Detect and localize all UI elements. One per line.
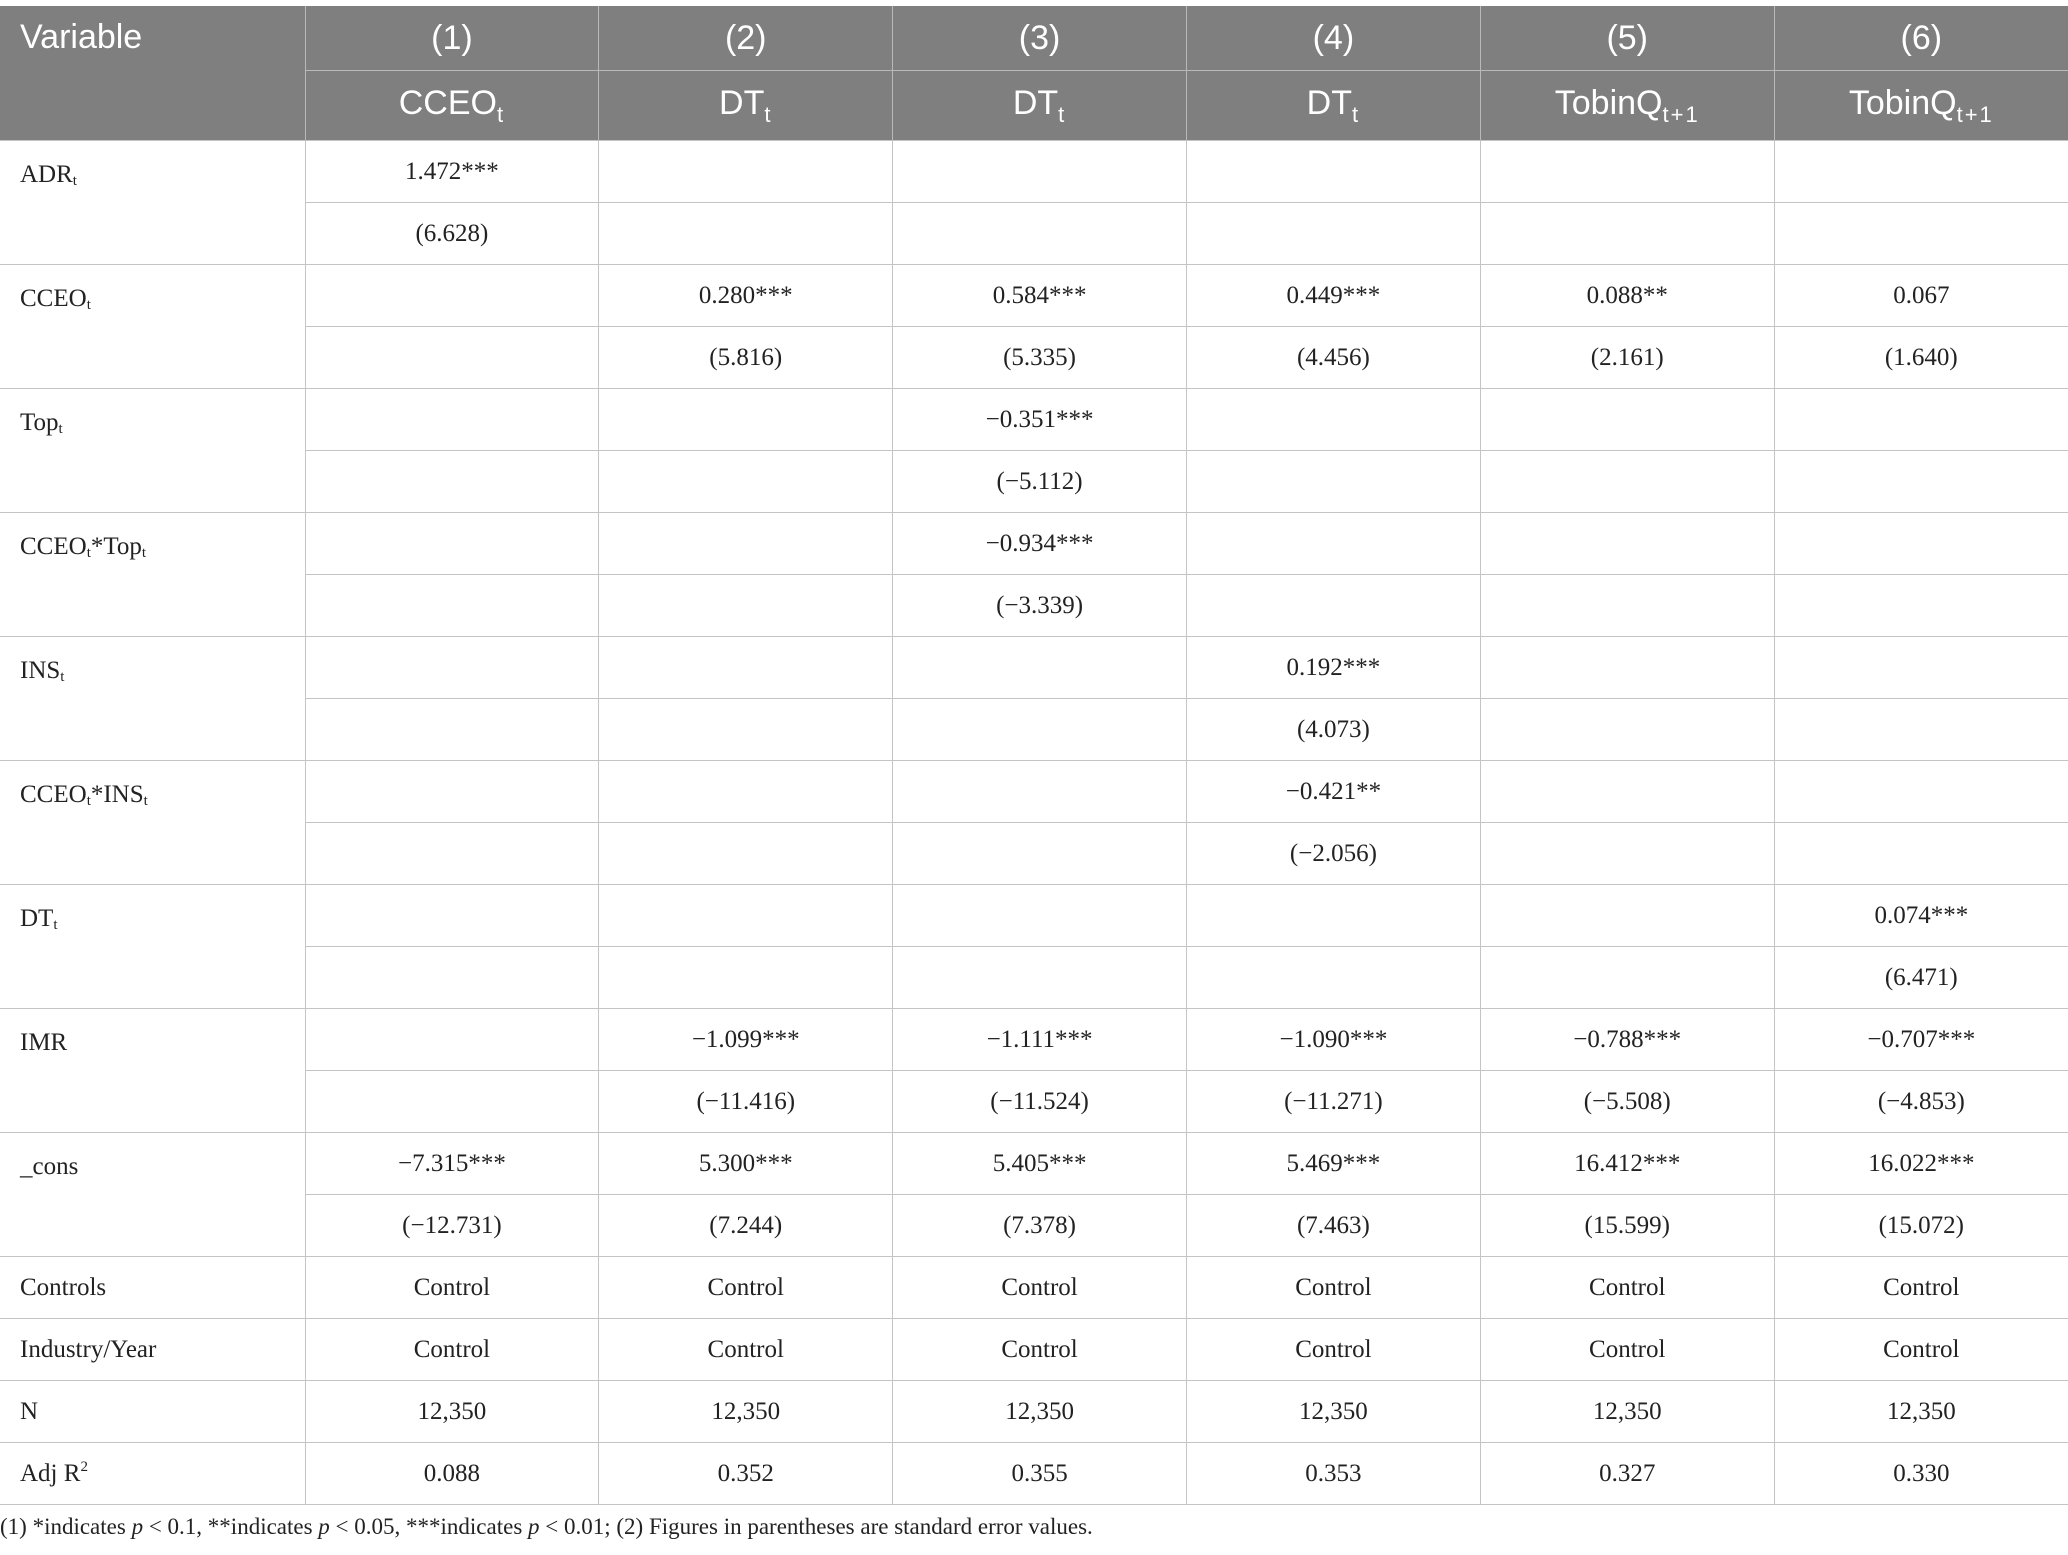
header-row-numbers [0,6,2068,71]
standard-error-cell: (7.378) [893,1195,1187,1257]
standard-error-cell: (7.244) [599,1195,893,1257]
standard-error-cell [1480,823,1774,885]
table-row-summary [0,1319,2068,1381]
coefficient-cell [599,637,893,699]
standard-error-cell [1774,823,2068,885]
table-row-standard-error [0,451,2068,513]
variable-name [0,885,305,1009]
summary-cell: 12,350 [1186,1381,1480,1443]
summary-cell: Control [893,1257,1187,1319]
coefficient-cell [1480,885,1774,947]
table-row-standard-error [0,575,2068,637]
summary-cell: Control [599,1257,893,1319]
coefficient-cell [599,389,893,451]
standard-error-cell [305,327,599,389]
table-row-standard-error [0,1071,2068,1133]
standard-error-cell: (−3.339) [893,575,1187,637]
summary-cell: 12,350 [893,1381,1187,1443]
coefficient-cell [1774,637,2068,699]
summary-cell: Control [1186,1319,1480,1381]
coefficient-cell [1186,389,1480,451]
standard-error-cell: (−2.056) [1186,823,1480,885]
summary-label: Controls [20,1273,107,1301]
variable-subscript: t [53,917,58,933]
variable-label-interaction: *INS [90,781,144,808]
table-footnote: (1) *indicates p < 0.1, **indicates p < 0.05, ***indicates p < 0.01; (2) Figures in parentheses are standard error values. [0,1514,1093,1539]
standard-error-cell [893,699,1187,761]
variable-subscript: t [72,173,77,189]
coefficient-cell [893,637,1187,699]
summary-cell: Control [1774,1257,2068,1319]
table-row-standard-error [0,823,2068,885]
coefficient-cell: 5.469*** [1186,1133,1480,1195]
column-number-1: (1) [305,6,599,71]
column-number-3: (3) [893,6,1187,71]
coefficient-cell [1186,885,1480,947]
standard-error-cell [1186,575,1480,637]
column-number-6: (6) [1774,6,2068,71]
coefficient-cell: 0.074*** [1774,885,2068,947]
standard-error-cell [1774,203,2068,265]
coefficient-cell [1774,761,2068,823]
summary-variable-name [0,1319,305,1381]
variable-label: ADR [20,161,73,188]
coefficient-cell: 0.088** [1480,265,1774,327]
summary-cell: 12,350 [305,1381,599,1443]
standard-error-cell [1480,947,1774,1009]
coefficient-cell [305,389,599,451]
coefficient-cell [1480,761,1774,823]
coefficient-cell: −0.707*** [1774,1009,2068,1071]
standard-error-cell: (2.161) [1480,327,1774,389]
standard-error-cell: (−11.416) [599,1071,893,1133]
table-row-coefficient [0,1009,2068,1071]
table-row-coefficient [0,637,2068,699]
summary-variable-name [0,1381,305,1443]
summary-cell: Control [599,1319,893,1381]
summary-cell: 0.352 [599,1443,893,1505]
variable-label: _cons [20,1153,79,1180]
variable-label: DT [20,905,54,932]
table-row-coefficient [0,1133,2068,1195]
variable-label: INS [20,657,61,684]
coefficient-cell [1480,141,1774,203]
dependent-variable-5: TobinQ$_{t+1}$ [1480,71,1774,141]
coefficient-cell [1774,389,2068,451]
summary-label: N [20,1397,39,1425]
standard-error-cell [1186,203,1480,265]
variable-subscript: t [86,545,91,561]
standard-error-cell [893,823,1187,885]
variable-label: Top [20,409,59,436]
coefficient-cell [893,141,1187,203]
coefficient-cell: 0.584*** [893,265,1187,327]
variable-subscript: t [86,297,91,313]
standard-error-cell [1186,947,1480,1009]
coefficient-cell [305,1009,599,1071]
standard-error-cell [599,575,893,637]
standard-error-cell [599,823,893,885]
variable-name [0,141,305,265]
column-number-2: (2) [599,6,893,71]
table-row-standard-error [0,327,2068,389]
standard-error-cell [1480,575,1774,637]
table-row-standard-error [0,947,2068,1009]
coefficient-cell: 0.067 [1774,265,2068,327]
table-row-coefficient [0,513,2068,575]
header-row-dependent [0,71,2068,141]
coefficient-cell [1774,513,2068,575]
variable-name [0,1133,305,1257]
variable-name [0,1009,305,1133]
standard-error-cell [305,575,599,637]
standard-error-cell [599,947,893,1009]
standard-error-cell [599,451,893,513]
summary-cell: Control [1480,1257,1774,1319]
variable-name [0,761,305,885]
dependent-variable-6: TobinQ$_{t+1}$ [1774,71,2068,141]
standard-error-cell: (6.471) [1774,947,2068,1009]
variable-subscript-interaction: t [143,793,148,809]
coefficient-cell [305,761,599,823]
summary-variable-name [0,1443,305,1505]
coefficient-cell [599,885,893,947]
standard-error-cell [1186,451,1480,513]
table-row-coefficient [0,265,2068,327]
coefficient-cell: 5.405*** [893,1133,1187,1195]
summary-cell: 0.355 [893,1443,1187,1505]
coefficient-cell [599,761,893,823]
standard-error-cell [1480,451,1774,513]
table-row-coefficient [0,761,2068,823]
summary-cell: 0.327 [1480,1443,1774,1505]
summary-cell: Control [1480,1319,1774,1381]
dependent-variable-3: $DT_t$ [893,71,1187,141]
variable-label: IMR [20,1029,68,1056]
summary-cell: 0.353 [1186,1443,1480,1505]
summary-variable-name [0,1257,305,1319]
coefficient-cell: 5.300*** [599,1133,893,1195]
summary-superscript: 2 [80,1459,88,1475]
column-number-5: (5) [1480,6,1774,71]
table-row-standard-error [0,1195,2068,1257]
standard-error-cell [1774,699,2068,761]
standard-error-cell: (−11.524) [893,1071,1187,1133]
summary-cell: Control [893,1319,1187,1381]
standard-error-cell: (15.599) [1480,1195,1774,1257]
summary-cell: Control [305,1319,599,1381]
coefficient-cell: 0.192*** [1186,637,1480,699]
variable-name [0,265,305,389]
coefficient-cell [1480,637,1774,699]
coefficient-cell [893,761,1187,823]
coefficient-cell: 0.449*** [1186,265,1480,327]
standard-error-cell: (6.628) [305,203,599,265]
coefficient-cell: 16.022*** [1774,1133,2068,1195]
variable-subscript: t [58,421,63,437]
coefficient-cell [599,513,893,575]
summary-cell: 0.330 [1774,1443,2068,1505]
regression-table [0,6,2068,1505]
standard-error-cell [1480,203,1774,265]
table-row-summary [0,1443,2068,1505]
variable-label: CCEO [20,285,87,312]
standard-error-cell [305,1071,599,1133]
coefficient-cell: 16.412*** [1480,1133,1774,1195]
coefficient-cell [305,637,599,699]
standard-error-cell: (1.640) [1774,327,2068,389]
coefficient-cell [1186,513,1480,575]
variable-subscript-interaction: t [141,545,147,561]
variable-name [0,389,305,513]
standard-error-cell [1774,451,2068,513]
coefficient-cell [1186,141,1480,203]
summary-cell: 12,350 [599,1381,893,1443]
standard-error-cell [305,823,599,885]
standard-error-cell: (−5.508) [1480,1071,1774,1133]
standard-error-cell [893,203,1187,265]
summary-cell: 0.088 [305,1443,599,1505]
variable-label: CCEO [20,781,87,808]
coefficient-cell: −0.934*** [893,513,1187,575]
coefficient-cell: −1.090*** [1186,1009,1480,1071]
summary-cell: Control [305,1257,599,1319]
table-body [0,141,2068,1505]
standard-error-cell [1774,575,2068,637]
coefficient-cell: −0.351*** [893,389,1187,451]
table-row-coefficient [0,885,2068,947]
standard-error-cell: (15.072) [1774,1195,2068,1257]
coefficient-cell: −1.111*** [893,1009,1187,1071]
standard-error-cell [305,947,599,1009]
standard-error-cell [599,699,893,761]
variable-label: CCEO [20,533,87,560]
coefficient-cell: −1.099*** [599,1009,893,1071]
standard-error-cell: (4.073) [1186,699,1480,761]
standard-error-cell [305,451,599,513]
coefficient-cell: −7.315*** [305,1133,599,1195]
coefficient-cell [893,885,1187,947]
variable-name [0,637,305,761]
table-row-summary [0,1381,2068,1443]
variable-label-interaction: *Top [90,533,142,560]
coefficient-cell: 0.280*** [599,265,893,327]
standard-error-cell: (5.335) [893,327,1187,389]
table-row-summary [0,1257,2068,1319]
standard-error-cell: (−5.112) [893,451,1187,513]
standard-error-cell [1480,699,1774,761]
dependent-variable-4: $DT_t$ [1186,71,1480,141]
summary-label: Industry/Year [20,1335,157,1363]
summary-cell: 12,350 [1480,1381,1774,1443]
column-number-4: (4) [1186,6,1480,71]
standard-error-cell: (−12.731) [305,1195,599,1257]
coefficient-cell [1480,513,1774,575]
coefficient-cell [305,513,599,575]
standard-error-cell: (5.816) [599,327,893,389]
variable-header: Variable [0,6,305,141]
standard-error-cell [893,947,1187,1009]
table-row-coefficient [0,389,2068,451]
summary-cell: Control [1774,1319,2068,1381]
standard-error-cell: (−11.271) [1186,1071,1480,1133]
standard-error-cell: (7.463) [1186,1195,1480,1257]
variable-subscript: t [60,669,65,685]
summary-cell: 12,350 [1774,1381,2068,1443]
standard-error-cell: (4.456) [1186,327,1480,389]
coefficient-cell [1480,389,1774,451]
standard-error-cell [305,699,599,761]
coefficient-cell: 1.472*** [305,141,599,203]
table-row-coefficient [0,141,2068,203]
coefficient-cell [599,141,893,203]
standard-error-cell [599,203,893,265]
table-row-standard-error [0,203,2068,265]
dependent-variable-1: $CCEO_t$ [305,71,599,141]
coefficient-cell [305,885,599,947]
summary-label: Adj R [20,1460,81,1487]
coefficient-cell: −0.788*** [1480,1009,1774,1071]
variable-subscript: t [86,793,91,809]
dependent-variable-2: $DT_t$ [599,71,893,141]
coefficient-cell [1774,141,2068,203]
coefficient-cell [305,265,599,327]
table-header [0,6,2068,141]
standard-error-cell: (−4.853) [1774,1071,2068,1133]
variable-name [0,513,305,637]
table-row-standard-error [0,699,2068,761]
summary-cell: Control [1186,1257,1480,1319]
coefficient-cell: −0.421** [1186,761,1480,823]
